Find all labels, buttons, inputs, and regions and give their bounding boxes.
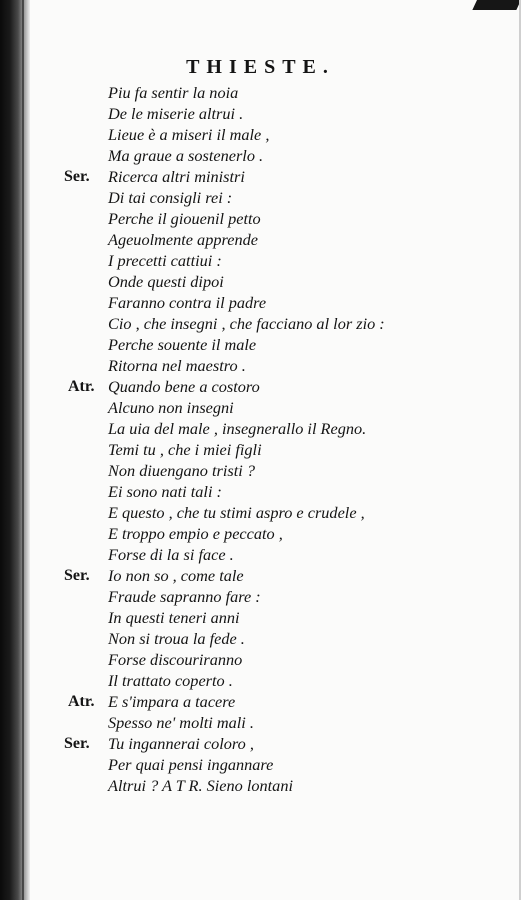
verse-line: Di tai consigli rei :	[108, 188, 233, 207]
verse-line: Fraude sapranno fare :	[108, 587, 261, 606]
verse-line: Tu ingannerai coloro ,	[108, 734, 254, 753]
verse-line: Faranno contra il padre	[108, 293, 267, 312]
verse-line: Temi tu , che i miei figli	[108, 440, 262, 459]
verse-line: De le miserie altrui .	[108, 104, 244, 123]
verse-line: Io non so , come tale	[108, 566, 244, 585]
verse-line: Ritorna nel maestro .	[108, 356, 246, 375]
book-binding-shadow	[0, 0, 30, 900]
verse-line: Perche il giouenil petto	[108, 209, 261, 228]
verse-line: Cio , che insegni , che facciano al lor zio :	[108, 314, 385, 333]
verse-line: E troppo empio e peccato ,	[108, 524, 283, 543]
verse-line: Forse discouriranno	[108, 650, 243, 669]
speaker-label: Atr.	[68, 693, 95, 710]
verse-line: Non diuengano tristi ?	[108, 461, 255, 480]
verse-line: Alcuno non insegni	[108, 398, 234, 417]
verse-line: Ricerca altri ministri	[108, 167, 245, 186]
verse-line: Per quai pensi ingannare	[108, 755, 274, 774]
verse-line: I precetti cattiui :	[108, 251, 222, 270]
verse-line: Forse di la si face .	[108, 545, 234, 564]
verse-line: Lieue è a miseri il male ,	[108, 125, 270, 144]
verse-line: Ma graue a sostenerlo .	[108, 146, 264, 165]
verse-line: E s'impara a tacere	[108, 692, 236, 711]
speaker-label: Ser.	[64, 168, 90, 185]
verse-line: Altrui ? A T R. Sieno lontani	[108, 776, 293, 795]
running-head: THIESTE.	[186, 56, 335, 78]
verse-line: Spesso ne' molti mali .	[108, 713, 254, 732]
verse-line: Il trattato coperto .	[108, 671, 233, 690]
verse-line: Piu fa sentir la noia	[108, 83, 239, 102]
verse-line: Ageuolmente apprende	[108, 230, 258, 249]
verse-line: Onde questi dipoi	[108, 272, 224, 291]
speaker-label: Ser.	[64, 567, 90, 584]
verse-line: Non si troua la fede .	[108, 629, 245, 648]
verse-line: La uia del male , insegnerallo il Regno.	[108, 419, 367, 438]
binding-fold-line	[22, 0, 24, 900]
verse-line: Perche souente il male	[108, 335, 257, 354]
speaker-label: Atr.	[68, 378, 95, 395]
verse-line: In questi teneri anni	[108, 608, 240, 627]
corner-ink-mark	[472, 0, 521, 10]
speaker-label: Ser.	[64, 735, 90, 752]
verse-line: E questo , che tu stimi aspro e crudele ,	[108, 503, 365, 522]
verse-line: Quando bene a costoro	[108, 377, 260, 396]
verse-line: Ei sono nati tali :	[108, 482, 222, 501]
